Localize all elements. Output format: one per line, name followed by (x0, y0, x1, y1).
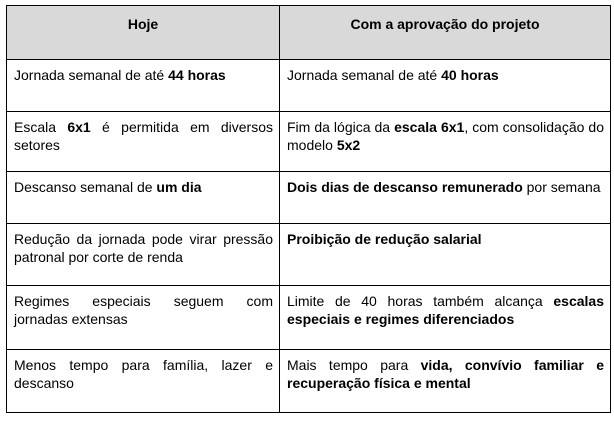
text: é permitida em diversos setores (14, 119, 273, 153)
cell-today (7, 224, 280, 286)
cell-today (7, 350, 280, 413)
bold-text: escalas especiais e regimes diferenciados (287, 293, 604, 327)
bold-text: vida, convívio familiar e recuperação física e mental (287, 357, 604, 391)
text: Fim da lógica da (287, 119, 395, 135)
text: Limite de 40 horas também alcança (287, 293, 554, 309)
table-header-row (7, 6, 611, 60)
bold-text: Dois dias de descanso remunerado (287, 179, 523, 195)
table-row (7, 60, 611, 112)
cell-project (280, 172, 611, 224)
cell-today (7, 286, 280, 350)
cell-project (280, 112, 611, 172)
text: Redução da jornada pode virar pressão patronal por corte de renda (14, 231, 273, 265)
table-row (7, 286, 611, 350)
bold-text: 6x1 (67, 119, 91, 135)
text: Descanso semanal de (14, 179, 157, 195)
text: Regimes especiais seguem com jornadas extensas (14, 293, 273, 327)
table-row (7, 172, 611, 224)
bold-text: Proibição de redução salarial (287, 231, 482, 247)
comparison-table (6, 5, 611, 413)
cell-today (7, 172, 280, 224)
text: por semana (522, 179, 601, 195)
text: , com consolidação do modelo (287, 119, 604, 153)
header-today: Hoje (7, 6, 280, 60)
cell-today (7, 60, 280, 112)
cell-project (280, 286, 611, 350)
text: Menos tempo para família, lazer e descanso (14, 357, 273, 391)
table-row (7, 350, 611, 413)
bold-text: 5x2 (336, 137, 361, 153)
cell-project (280, 60, 611, 112)
text: Jornada semanal de até (14, 67, 169, 83)
text: Escala (14, 119, 68, 135)
cell-today (7, 112, 280, 172)
bold-text: escala 6x1 (394, 119, 465, 135)
cell-project (280, 224, 611, 286)
text: Mais tempo para (287, 357, 421, 373)
bold-text: 44 horas (168, 67, 226, 83)
cell-project (280, 350, 611, 413)
header-project: Com a aprovação do projeto (280, 6, 611, 60)
bold-text: um dia (156, 179, 202, 195)
table-row (7, 112, 611, 172)
bold-text: 40 horas (441, 67, 499, 83)
text: Jornada semanal de até (287, 67, 442, 83)
table-row (7, 224, 611, 286)
